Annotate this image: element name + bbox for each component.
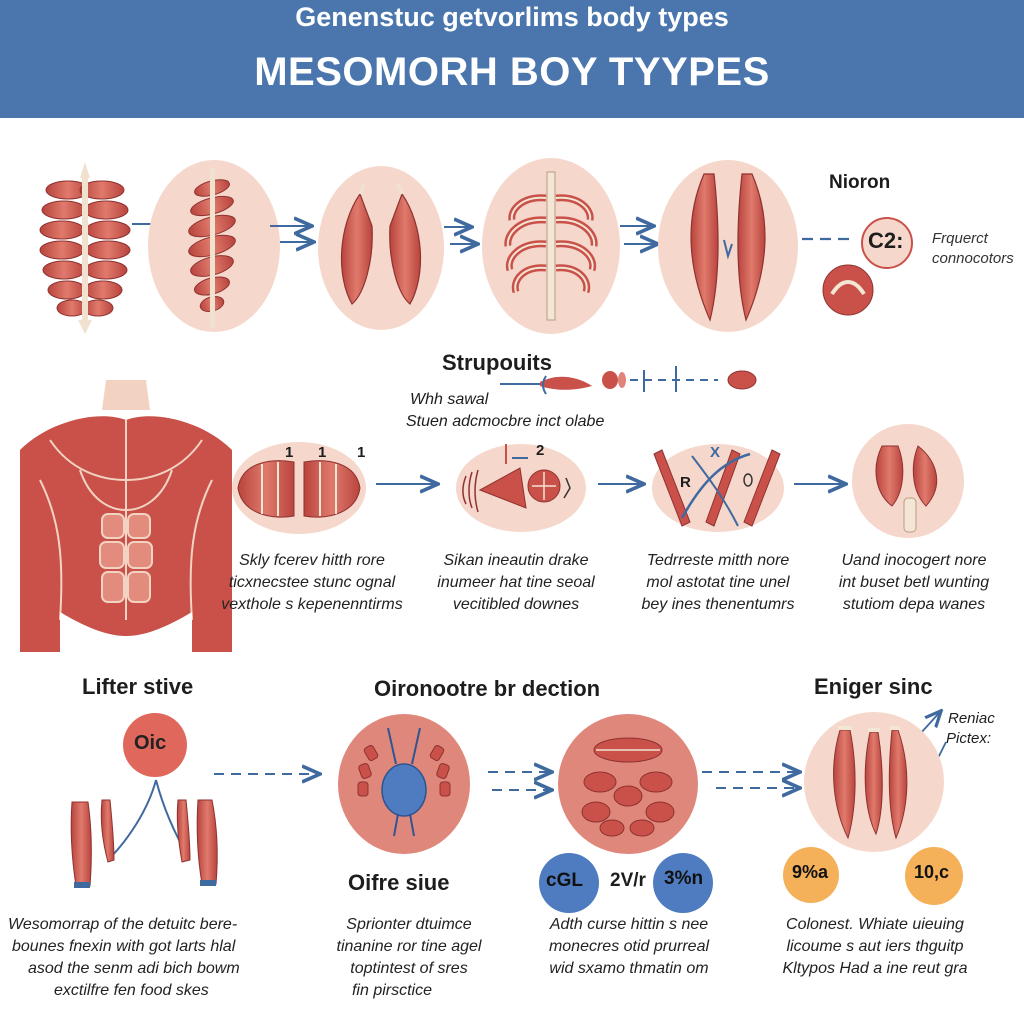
row3-caption-3-line1: Adth curse hittin s nee xyxy=(549,916,709,933)
row2-top-connector xyxy=(500,364,760,398)
row2-circle-fibers xyxy=(232,440,366,536)
row1-badge-text: C2: xyxy=(868,228,904,253)
row3-badge-cgl-text: cGL xyxy=(546,870,583,891)
row1-small-muscle-circle xyxy=(822,264,874,316)
row1-muscle-torso xyxy=(40,158,130,336)
row2-caption-1-line1: Skly fcerev hitth rore xyxy=(239,552,385,569)
row3-caption-2-line4: fin pirsctice xyxy=(351,982,433,999)
header-banner xyxy=(0,0,1024,118)
row2-num-1b: 1 xyxy=(318,444,327,461)
row2-circle-fan-muscle xyxy=(456,442,586,534)
row3-caption-2-line2: tinanine ror tine agel xyxy=(336,938,482,955)
row3-caption-3 xyxy=(524,914,734,980)
row3-center-heading: Oironootre br dection xyxy=(374,676,601,701)
row3-dash-arrow-2a xyxy=(488,766,558,778)
row1-circle-spiral xyxy=(148,160,280,332)
header-subtitle: Genenstuc getvorlims body types xyxy=(295,2,729,32)
row3-caption-1-line3: asod the senm adi bich bowm xyxy=(28,960,240,977)
row3-caption-2-line1: Sprionter dtuimce xyxy=(346,916,472,933)
row2-caption-4-line2: int buset betl wunting xyxy=(838,574,990,591)
row3-caption-4 xyxy=(760,914,990,980)
row3-left-limbs xyxy=(68,780,228,892)
row3-caption-2-line3: toptintest of sres xyxy=(350,960,468,977)
row3-circle-nerve-cell xyxy=(338,712,470,856)
row3-right-note2: Pictex: xyxy=(946,730,992,747)
row2-num-2: 2 xyxy=(536,442,545,459)
row2-caption-1-line3: vexthole s kepenenntirms xyxy=(221,596,403,613)
row3-caption-3-line3: wid sxamo thmatin om xyxy=(549,960,709,977)
row3-left-badge-text: Oic xyxy=(134,732,167,754)
row2-caption-3 xyxy=(620,550,816,616)
row2-caption-4-line3: stutiom depa wanes xyxy=(842,596,986,613)
row3-label-2v: 2V/r xyxy=(610,870,646,891)
row1-arrow-3b xyxy=(450,238,484,250)
row2-caption-2 xyxy=(418,550,614,616)
row2-arrow-2 xyxy=(598,478,648,490)
row1-side-label: Nioron xyxy=(829,172,891,193)
row2-caption-4 xyxy=(816,550,1012,616)
row2-arrow-1 xyxy=(376,478,442,490)
row3-caption-1 xyxy=(8,914,284,1002)
row2-num-1a: 1 xyxy=(285,444,294,461)
row3-badge-9-text: 9%a xyxy=(792,862,829,882)
row3-dash-arrow-3b xyxy=(716,782,806,794)
row2-num-1c: 1 xyxy=(357,444,366,461)
row2-note1: Whh sawal xyxy=(410,391,489,408)
row2-caption-1 xyxy=(212,550,412,616)
row3-caption-4-line3: Kltypos Had a ine reut gra xyxy=(782,960,968,977)
row3-caption-1-line2: bounes fnexin with got larts hlal xyxy=(12,938,236,955)
row1-arrow-2a xyxy=(270,220,320,232)
row3-dash-arrow-2b xyxy=(492,784,558,796)
row2-caption-4-line1: Uand inocogert nore xyxy=(841,552,987,569)
row2-arrow-3 xyxy=(794,478,850,490)
row3-caption-1-line1: Wesomorrap of the detuitc bere- xyxy=(8,916,238,933)
row3-dash-arrow-3a xyxy=(702,766,806,778)
row2-letter-r: R xyxy=(680,474,691,491)
row3-caption-1-line4: exctilfre fen food skes xyxy=(54,982,209,999)
row3-right-note1: Reniac xyxy=(948,710,995,727)
row3-badge-10-text: 10,c xyxy=(914,862,950,882)
row2-caption-3-line2: mol astotat tine unel xyxy=(646,574,790,591)
row1-arrow-2b xyxy=(280,236,320,248)
row2-caption-1-line2: ticxnecstee stunc ognal xyxy=(228,574,396,591)
row2-caption-2-line1: Sikan ineautin drake xyxy=(443,552,589,569)
row2-letter-x: X xyxy=(710,444,721,461)
row1-note-line2: connocotors xyxy=(932,250,1014,267)
row3-caption-4-line1: Colonest. Whiate uieuing xyxy=(786,916,964,933)
row2-note2: Stuen adcmocbre inct olabe xyxy=(406,413,605,430)
row3-circle-long-muscles xyxy=(804,710,944,854)
row2-caption-2-line2: inumeer hat tine seoal xyxy=(437,574,595,591)
row2-circle-bicep xyxy=(852,422,964,540)
row2-caption-3-line3: bey ines thenentumrs xyxy=(641,596,795,613)
row3-left-heading: Lifter stive xyxy=(82,674,194,699)
row2-caption-3-line1: Tedrreste mitth nore xyxy=(646,552,790,569)
row2-caption-2-line3: vecitibled downes xyxy=(452,596,580,613)
row3-circle-muscle-cells xyxy=(556,712,700,856)
row3-caption-2 xyxy=(310,914,508,1002)
row3-right-heading: Eniger sinc xyxy=(814,674,933,699)
row2-muscular-torso xyxy=(20,380,232,652)
row1-arrow-4a xyxy=(620,220,660,232)
row2-heading: Strupouits xyxy=(442,350,552,375)
row1-circle-twisted-muscles xyxy=(658,160,798,332)
row1-arrow-3a xyxy=(444,221,478,233)
header-title: MESOMORH BOY TYYPES xyxy=(254,50,770,94)
row1-circle-ribcage xyxy=(482,158,620,334)
row3-badge-30-text: 3%n xyxy=(664,868,704,889)
row3-dash-arrow-1 xyxy=(214,768,326,780)
row3-caption-3-line2: monecres otid prurreal xyxy=(548,938,710,955)
row3-center-sub: Oifre siue xyxy=(348,870,450,895)
row1-note-line1: Frquerct xyxy=(932,230,988,247)
row1-dash-connector xyxy=(802,234,858,244)
row1-circle-paired-muscles xyxy=(318,166,444,330)
row3-caption-4-line2: licoume s aut iers thguitp xyxy=(786,938,964,955)
